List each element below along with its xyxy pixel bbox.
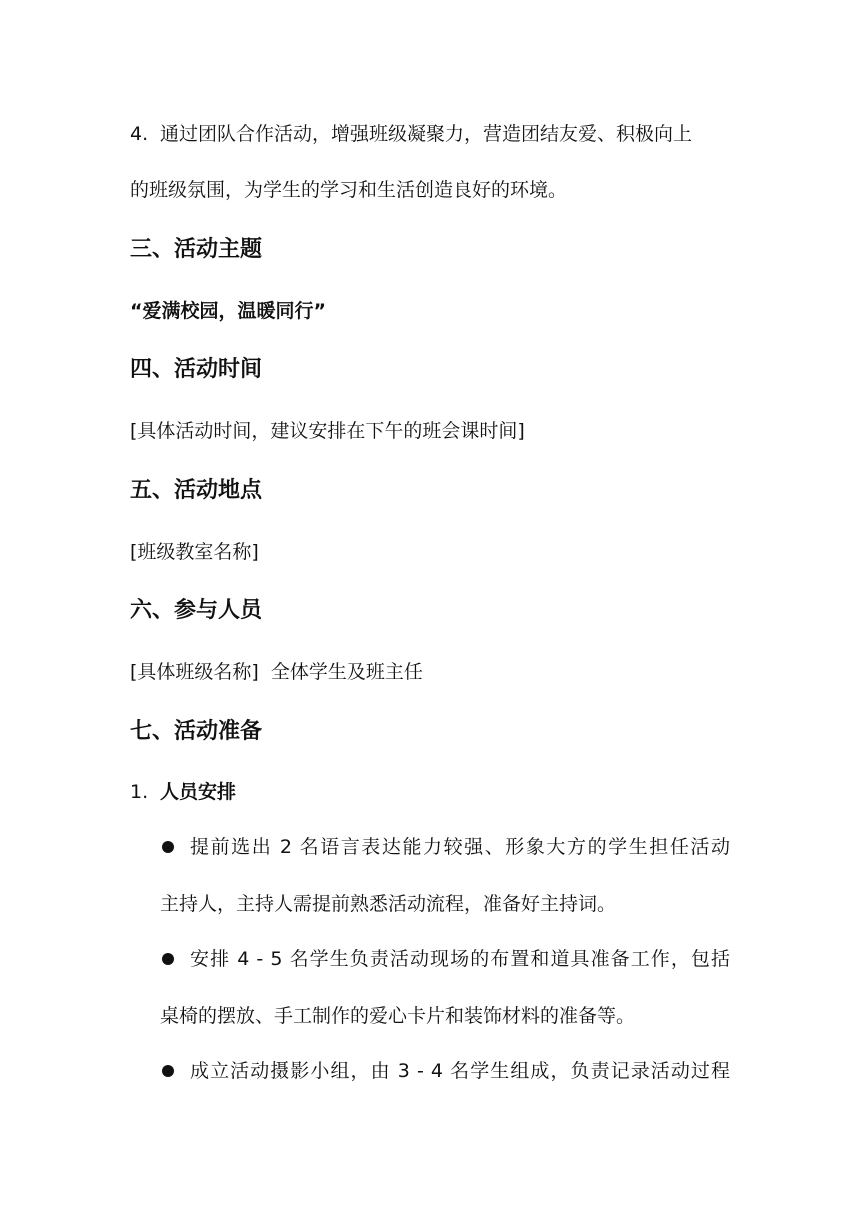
list-number: 1. (130, 781, 149, 803)
bullet-dot-icon (162, 953, 174, 965)
section-4-heading: 四、活动时间 (130, 357, 263, 382)
bullet-dot-icon (162, 1065, 174, 1077)
bullet-1-line-1: 提前选出 2 名语言表达能力较强、形象大方的学生担任活动 (190, 836, 730, 858)
bullet-2-line-2: 桌椅的摆放、手工制作的爱心卡片和装饰材料的准备等。 (160, 1005, 636, 1027)
paragraph-text: 通过团队合作活动，增强班级凝聚力，营造团结友爱、积极向上 (160, 123, 693, 145)
paragraph-4-line-1 (130, 122, 692, 146)
section-4-body: [具体活动时间，建议安排在下午的班会课时间] (130, 420, 525, 442)
paragraph-4-line-2: 的班级氛围，为学生的学习和生活创造良好的环境。 (130, 179, 568, 201)
section-5-body: [班级教室名称] (130, 541, 259, 563)
bullet-3-line-1: 成立活动摄影小组，由 3 - 4 名学生组成，负责记录活动过程 (190, 1060, 730, 1082)
list-number: 4. (130, 123, 149, 145)
bullet-dot-icon (162, 841, 174, 853)
section-6-heading: 六、参与人员 (130, 598, 263, 623)
section-7-heading: 七、活动准备 (130, 719, 263, 744)
section-3-body: “爱满校园，温暖同行” (130, 300, 326, 322)
bullet-1-line-2: 主持人，主持人需提前熟悉活动流程，准备好主持词。 (160, 893, 617, 915)
section-7-item-1 (130, 780, 236, 804)
section-6-body: [具体班级名称] 全体学生及班主任 (130, 661, 423, 683)
section-5-heading: 五、活动地点 (130, 478, 263, 503)
item-title: 人员安排 (160, 781, 237, 803)
bullet-2-line-1: 安排 4 - 5 名学生负责活动现场的布置和道具准备工作，包括 (190, 948, 730, 970)
section-3-heading: 三、活动主题 (130, 237, 263, 262)
